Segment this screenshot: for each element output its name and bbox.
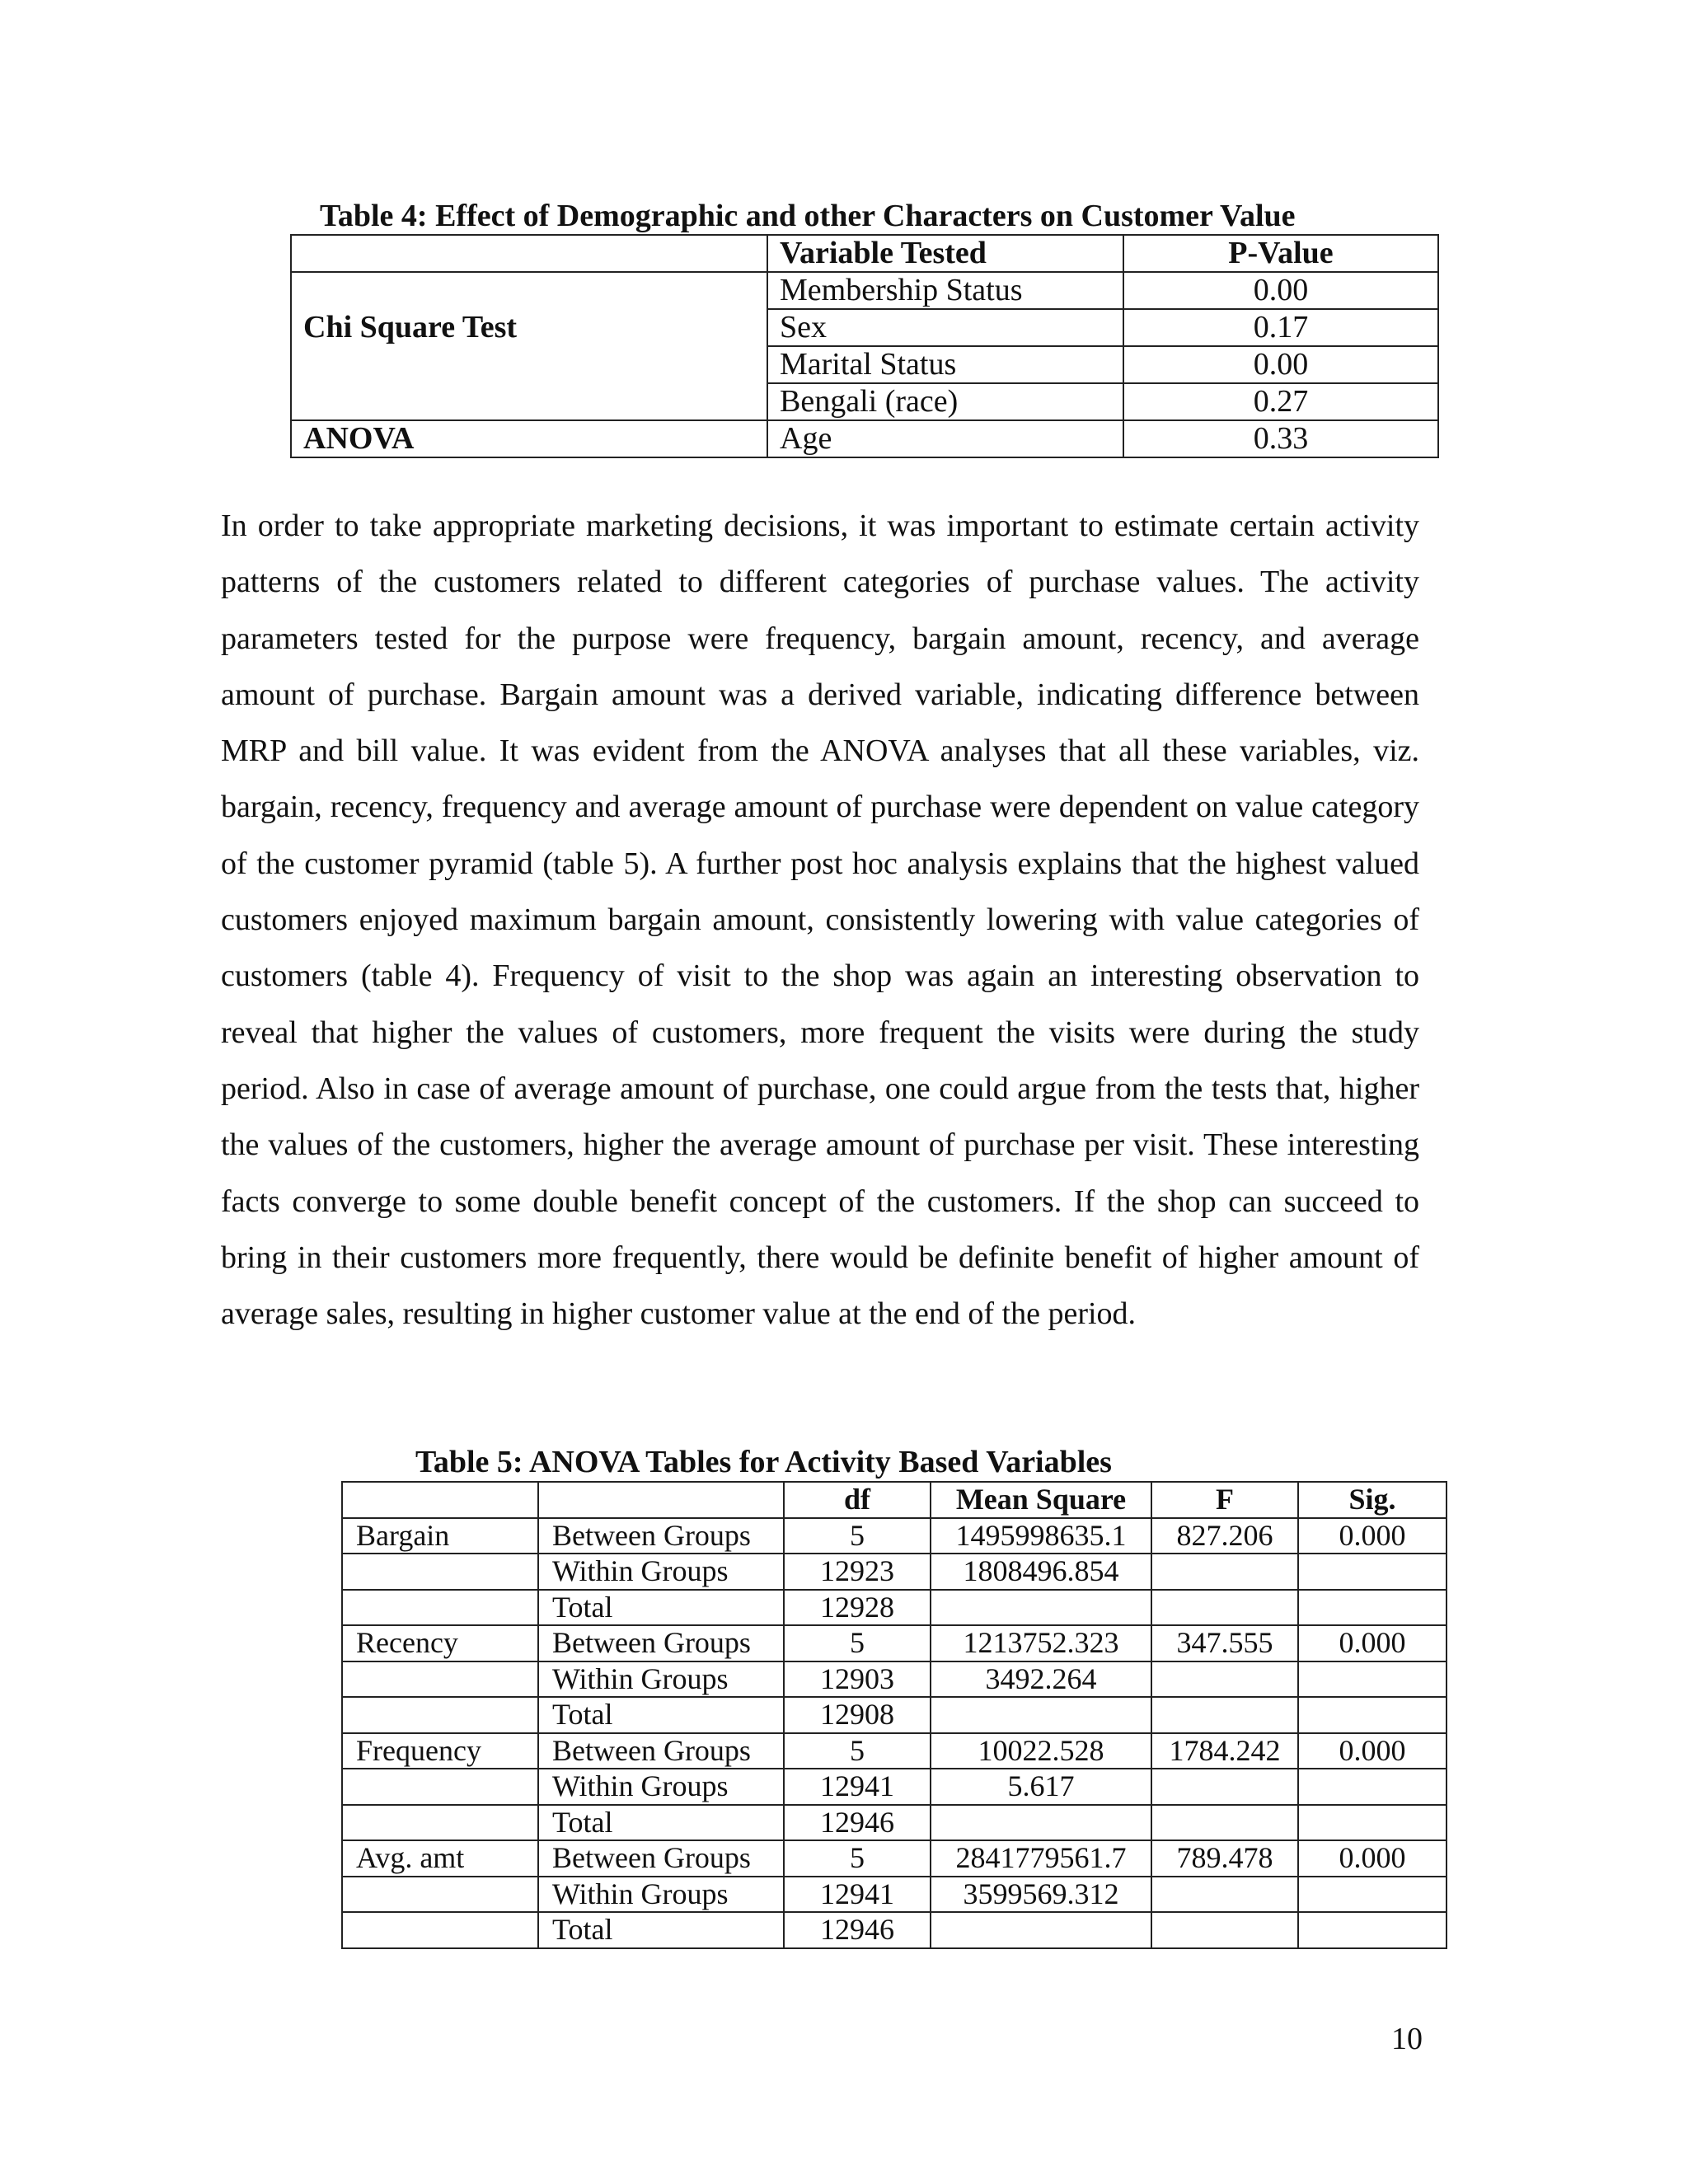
table-row xyxy=(342,1805,1447,1841)
df-cell: 12928 xyxy=(784,1590,931,1626)
mean-square-cell: 1213752.323 xyxy=(931,1625,1151,1661)
paragraph-text: In order to take appropriate marketing decisions, it was important to estimate certain activity patterns of the customers related to different categories of purchase values. The activity parameters tested for the purpose were frequency, bargain amount, recency, and average amount of purchase. Bargain amount was a derived variable, indicating difference between MRP and bill value. It was evident from the ANOVA analyses that all these variables, viz. bargain, recency, frequency and average amount of purchase were dependent on value category of the customer pyramid (table 5). A further post hoc analysis explains that the highest valued customers enjoyed maximum bargain amount, consistently lowering with value categories of customers (table 4). Frequency of visit to the shop was again an interesting observation to reveal that higher the values of customers, more frequent the visits were during the study period. Also in case of average amount of purchase, one could argue from the tests that, higher the values of the customers, higher the average amount of purchase per visit. These interesting facts converge to some double benefit concept of the customers. If the shop can succeed to bring in their customers more frequently, there would be definite benefit of higher amount of average sales, resulting in higher customer value at the end of the period. xyxy=(221,509,1419,1332)
mean-square-cell: 2841779561.7 xyxy=(931,1840,1151,1877)
table-row xyxy=(291,272,1438,309)
table4-header-blank xyxy=(291,235,767,272)
variable-cell xyxy=(342,1697,538,1733)
mean-square-cell: 1495998635.1 xyxy=(931,1518,1151,1554)
variable-cell: Age xyxy=(767,420,1123,457)
table4 xyxy=(290,234,1439,458)
df-cell: 5 xyxy=(784,1840,931,1877)
table4-header-variable: Variable Tested xyxy=(767,235,1123,272)
f-cell xyxy=(1151,1590,1298,1626)
variable-cell xyxy=(342,1877,538,1913)
test-name-cell: ANOVA xyxy=(291,420,767,457)
sig-cell xyxy=(1298,1769,1447,1805)
source-cell: Within Groups xyxy=(538,1554,784,1590)
variable-cell xyxy=(342,1805,538,1841)
variable-cell xyxy=(342,1912,538,1948)
source-cell: Total xyxy=(538,1590,784,1626)
f-cell: 1784.242 xyxy=(1151,1733,1298,1769)
df-cell: 12946 xyxy=(784,1912,931,1948)
table5-header-sig: Sig. xyxy=(1298,1482,1447,1518)
sig-cell xyxy=(1298,1697,1447,1733)
sig-cell: 0.000 xyxy=(1298,1733,1447,1769)
table5-header-f: F xyxy=(1151,1482,1298,1518)
table-row xyxy=(342,1840,1447,1877)
table-row xyxy=(342,1877,1447,1913)
f-cell xyxy=(1151,1661,1298,1698)
table5-caption: Table 5: ANOVA Tables for Activity Based Variables xyxy=(415,1445,1112,1479)
table-row xyxy=(342,1697,1447,1733)
source-cell: Between Groups xyxy=(538,1840,784,1877)
pvalue-cell: 0.33 xyxy=(1123,420,1438,457)
df-cell: 12946 xyxy=(784,1805,931,1841)
table-row xyxy=(342,1625,1447,1661)
df-cell: 12941 xyxy=(784,1877,931,1913)
table-row xyxy=(342,1590,1447,1626)
variable-cell: Marital Status xyxy=(767,346,1123,383)
mean-square-cell: 10022.528 xyxy=(931,1733,1151,1769)
f-cell xyxy=(1151,1697,1298,1733)
variable-cell: Recency xyxy=(342,1625,538,1661)
page-number: 10 xyxy=(1391,2022,1423,2056)
test-name-cell: Chi Square Test xyxy=(291,309,767,346)
variable-cell xyxy=(342,1769,538,1805)
table-row xyxy=(342,1554,1447,1590)
pvalue-cell: 0.00 xyxy=(1123,346,1438,383)
table5-header-blank xyxy=(342,1482,538,1518)
table4-header-row xyxy=(291,235,1438,272)
source-cell: Within Groups xyxy=(538,1877,784,1913)
df-cell: 12903 xyxy=(784,1661,931,1698)
table-row xyxy=(291,346,1438,383)
sig-cell xyxy=(1298,1554,1447,1590)
table5-header-blank xyxy=(538,1482,784,1518)
f-cell: 827.206 xyxy=(1151,1518,1298,1554)
table-row xyxy=(291,420,1438,457)
variable-cell xyxy=(342,1590,538,1626)
df-cell: 5 xyxy=(784,1733,931,1769)
f-cell xyxy=(1151,1769,1298,1805)
df-cell: 5 xyxy=(784,1625,931,1661)
source-cell: Within Groups xyxy=(538,1769,784,1805)
mean-square-cell xyxy=(931,1912,1151,1948)
table-row xyxy=(291,383,1438,420)
variable-cell: Membership Status xyxy=(767,272,1123,309)
pvalue-cell: 0.17 xyxy=(1123,309,1438,346)
f-cell xyxy=(1151,1877,1298,1913)
f-cell xyxy=(1151,1554,1298,1590)
sig-cell xyxy=(1298,1912,1447,1948)
f-cell xyxy=(1151,1805,1298,1841)
table5-header-mean-square: Mean Square xyxy=(931,1482,1151,1518)
sig-cell xyxy=(1298,1805,1447,1841)
source-cell: Total xyxy=(538,1805,784,1841)
body-paragraph xyxy=(221,498,1419,1342)
variable-cell: Frequency xyxy=(342,1733,538,1769)
f-cell: 347.555 xyxy=(1151,1625,1298,1661)
table5-header-row xyxy=(342,1482,1447,1518)
table5-body xyxy=(342,1518,1447,1948)
mean-square-cell xyxy=(931,1805,1151,1841)
table4-caption: Table 4: Effect of Demographic and other Characters on Customer Value xyxy=(320,199,1296,233)
table4-header-pvalue: P-Value xyxy=(1123,235,1438,272)
f-cell xyxy=(1151,1912,1298,1948)
sig-cell: 0.000 xyxy=(1298,1518,1447,1554)
source-cell: Between Groups xyxy=(538,1518,784,1554)
mean-square-cell: 3492.264 xyxy=(931,1661,1151,1698)
table-row xyxy=(342,1661,1447,1698)
table5-header-df: df xyxy=(784,1482,931,1518)
df-cell: 12908 xyxy=(784,1697,931,1733)
mean-square-cell: 3599569.312 xyxy=(931,1877,1151,1913)
source-cell: Total xyxy=(538,1697,784,1733)
sig-cell xyxy=(1298,1877,1447,1913)
table-row xyxy=(342,1769,1447,1805)
pvalue-cell: 0.00 xyxy=(1123,272,1438,309)
sig-cell xyxy=(1298,1590,1447,1626)
mean-square-cell: 5.617 xyxy=(931,1769,1151,1805)
table-row xyxy=(342,1912,1447,1948)
f-cell: 789.478 xyxy=(1151,1840,1298,1877)
sig-cell xyxy=(1298,1661,1447,1698)
df-cell: 12923 xyxy=(784,1554,931,1590)
variable-cell: Sex xyxy=(767,309,1123,346)
table-row xyxy=(342,1733,1447,1769)
variable-cell: Avg. amt xyxy=(342,1840,538,1877)
mean-square-cell xyxy=(931,1590,1151,1626)
variable-cell: Bargain xyxy=(342,1518,538,1554)
sig-cell: 0.000 xyxy=(1298,1840,1447,1877)
pvalue-cell: 0.27 xyxy=(1123,383,1438,420)
table5 xyxy=(341,1481,1447,1949)
mean-square-cell xyxy=(931,1697,1151,1733)
variable-cell xyxy=(342,1661,538,1698)
source-cell: Between Groups xyxy=(538,1625,784,1661)
source-cell: Total xyxy=(538,1912,784,1948)
df-cell: 5 xyxy=(784,1518,931,1554)
table-row xyxy=(291,309,1438,346)
mean-square-cell: 1808496.854 xyxy=(931,1554,1151,1590)
table-row xyxy=(342,1518,1447,1554)
sig-cell: 0.000 xyxy=(1298,1625,1447,1661)
source-cell: Within Groups xyxy=(538,1661,784,1698)
variable-cell xyxy=(342,1554,538,1590)
df-cell: 12941 xyxy=(784,1769,931,1805)
variable-cell: Bengali (race) xyxy=(767,383,1123,420)
source-cell: Between Groups xyxy=(538,1733,784,1769)
